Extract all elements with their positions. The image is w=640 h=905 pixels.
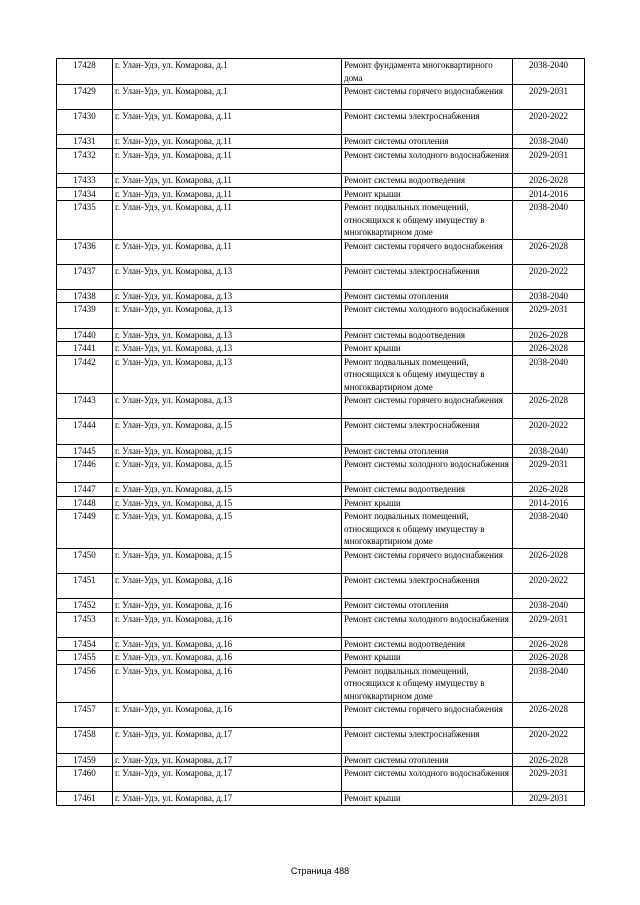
cell-period: 2038-2040 — [513, 444, 585, 458]
cell-address: г. Улан-Удэ, ул. Комарова, д.15 — [113, 483, 342, 497]
cell-period: 2029-2031 — [513, 612, 585, 637]
page-number: Страница 488 — [290, 866, 350, 876]
cell-work-type: Ремонт системы холодного водоснабжения — [342, 148, 513, 173]
cell-number: 17434 — [57, 187, 113, 201]
cell-number: 17432 — [57, 148, 113, 173]
cell-number: 17438 — [57, 289, 113, 303]
table-row — [57, 264, 585, 289]
table-row — [57, 728, 585, 753]
cell-period: 2038-2040 — [513, 664, 585, 703]
cell-address: г. Улан-Удэ, ул. Комарова, д.1 — [113, 59, 342, 85]
cell-number: 17431 — [57, 135, 113, 149]
table-row — [57, 148, 585, 173]
table-row — [57, 496, 585, 510]
table-row — [57, 599, 585, 613]
cell-work-type: Ремонт крыши — [342, 342, 513, 356]
cell-work-type: Ремонт системы холодного водоснабжения — [342, 767, 513, 792]
cell-address: г. Улан-Удэ, ул. Комарова, д.16 — [113, 573, 342, 598]
cell-period: 2026-2028 — [513, 637, 585, 651]
cell-number: 17446 — [57, 458, 113, 483]
cell-period: 2014-2016 — [513, 496, 585, 510]
cell-period: 2020-2022 — [513, 264, 585, 289]
repair-schedule-table — [56, 58, 585, 806]
cell-address: г. Улан-Удэ, ул. Комарова, д.1 — [113, 85, 342, 110]
cell-period: 2038-2040 — [513, 289, 585, 303]
table-row — [57, 394, 585, 419]
cell-work-type: Ремонт крыши — [342, 651, 513, 665]
cell-work-type: Ремонт фундамента многоквартирного дома — [342, 59, 513, 85]
cell-address: г. Улан-Удэ, ул. Комарова, д.13 — [113, 289, 342, 303]
cell-number: 17429 — [57, 85, 113, 110]
cell-work-type: Ремонт системы водоотведения — [342, 637, 513, 651]
cell-period: 2014-2016 — [513, 187, 585, 201]
cell-work-type: Ремонт системы горячего водоснабжения — [342, 394, 513, 419]
cell-number: 17450 — [57, 548, 113, 573]
cell-work-type: Ремонт системы электроснабжения — [342, 264, 513, 289]
table-body — [57, 59, 585, 806]
cell-work-type: Ремонт системы горячего водоснабжения — [342, 548, 513, 573]
cell-work-type: Ремонт системы холодного водоснабжения — [342, 612, 513, 637]
cell-period: 2038-2040 — [513, 201, 585, 240]
cell-work-type: Ремонт системы горячего водоснабжения — [342, 85, 513, 110]
table-row — [57, 85, 585, 110]
cell-period: 2026-2028 — [513, 703, 585, 728]
cell-number: 17457 — [57, 703, 113, 728]
cell-number: 17428 — [57, 59, 113, 85]
cell-period: 2026-2028 — [513, 651, 585, 665]
cell-period: 2029-2031 — [513, 792, 585, 806]
cell-address: г. Улан-Удэ, ул. Комарова, д.11 — [113, 174, 342, 188]
cell-period: 2026-2028 — [513, 483, 585, 497]
table-row — [57, 753, 585, 767]
cell-address: г. Улан-Удэ, ул. Комарова, д.16 — [113, 599, 342, 613]
table-row — [57, 174, 585, 188]
cell-number: 17460 — [57, 767, 113, 792]
cell-address: г. Улан-Удэ, ул. Комарова, д.16 — [113, 637, 342, 651]
table-row — [57, 458, 585, 483]
cell-address: г. Улан-Удэ, ул. Комарова, д.11 — [113, 187, 342, 201]
table-row — [57, 444, 585, 458]
cell-work-type: Ремонт системы водоотведения — [342, 174, 513, 188]
cell-address: г. Улан-Удэ, ул. Комарова, д.17 — [113, 767, 342, 792]
table-row — [57, 612, 585, 637]
cell-work-type: Ремонт системы отопления — [342, 599, 513, 613]
cell-work-type: Ремонт системы холодного водоснабжения — [342, 458, 513, 483]
cell-number: 17442 — [57, 355, 113, 394]
cell-address: г. Улан-Удэ, ул. Комарова, д.13 — [113, 264, 342, 289]
cell-address: г. Улан-Удэ, ул. Комарова, д.17 — [113, 792, 342, 806]
cell-number: 17449 — [57, 510, 113, 549]
cell-period: 2026-2028 — [513, 753, 585, 767]
table-row — [57, 664, 585, 703]
table-row — [57, 651, 585, 665]
cell-period: 2026-2028 — [513, 394, 585, 419]
cell-number: 17461 — [57, 792, 113, 806]
cell-period: 2038-2040 — [513, 355, 585, 394]
table-row — [57, 573, 585, 598]
cell-period: 2026-2028 — [513, 239, 585, 264]
cell-address: г. Улан-Удэ, ул. Комарова, д.15 — [113, 510, 342, 549]
cell-address: г. Улан-Удэ, ул. Комарова, д.13 — [113, 355, 342, 394]
cell-number: 17448 — [57, 496, 113, 510]
cell-address: г. Улан-Удэ, ул. Комарова, д.16 — [113, 664, 342, 703]
cell-period: 2026-2028 — [513, 342, 585, 356]
cell-address: г. Улан-Удэ, ул. Комарова, д.15 — [113, 419, 342, 444]
table-row — [57, 303, 585, 328]
cell-period: 2029-2031 — [513, 767, 585, 792]
table-row — [57, 201, 585, 240]
table-row — [57, 703, 585, 728]
cell-work-type: Ремонт системы электроснабжения — [342, 110, 513, 135]
cell-period: 2020-2022 — [513, 573, 585, 598]
cell-work-type: Ремонт системы горячего водоснабжения — [342, 239, 513, 264]
cell-address: г. Улан-Удэ, ул. Комарова, д.15 — [113, 458, 342, 483]
table-row — [57, 110, 585, 135]
cell-address: г. Улан-Удэ, ул. Комарова, д.13 — [113, 328, 342, 342]
cell-number: 17455 — [57, 651, 113, 665]
table-row — [57, 419, 585, 444]
cell-period: 2029-2031 — [513, 148, 585, 173]
cell-number: 17458 — [57, 728, 113, 753]
cell-period: 2029-2031 — [513, 85, 585, 110]
cell-work-type: Ремонт подвальных помещений, относящихся к общему имуществу в многоквартирном доме — [342, 201, 513, 240]
cell-work-type: Ремонт крыши — [342, 792, 513, 806]
cell-address: г. Улан-Удэ, ул. Комарова, д.15 — [113, 548, 342, 573]
cell-work-type: Ремонт подвальных помещений, относящихся к общему имуществу в многоквартирном доме — [342, 664, 513, 703]
cell-address: г. Улан-Удэ, ул. Комарова, д.13 — [113, 394, 342, 419]
cell-number: 17445 — [57, 444, 113, 458]
cell-work-type: Ремонт системы водоотведения — [342, 483, 513, 497]
table-row — [57, 59, 585, 85]
cell-period: 2026-2028 — [513, 174, 585, 188]
cell-number: 17436 — [57, 239, 113, 264]
cell-work-type: Ремонт системы электроснабжения — [342, 728, 513, 753]
cell-number: 17447 — [57, 483, 113, 497]
cell-number: 17454 — [57, 637, 113, 651]
cell-number: 17430 — [57, 110, 113, 135]
cell-number: 17443 — [57, 394, 113, 419]
cell-number: 17459 — [57, 753, 113, 767]
cell-number: 17453 — [57, 612, 113, 637]
table-row — [57, 187, 585, 201]
cell-address: г. Улан-Удэ, ул. Комарова, д.17 — [113, 728, 342, 753]
cell-period: 2038-2040 — [513, 599, 585, 613]
cell-number: 17452 — [57, 599, 113, 613]
cell-work-type: Ремонт системы электроснабжения — [342, 419, 513, 444]
cell-period: 2038-2040 — [513, 135, 585, 149]
cell-address: г. Улан-Удэ, ул. Комарова, д.11 — [113, 201, 342, 240]
cell-address: г. Улан-Удэ, ул. Комарова, д.17 — [113, 753, 342, 767]
cell-period: 2020-2022 — [513, 728, 585, 753]
table-row — [57, 355, 585, 394]
cell-address: г. Улан-Удэ, ул. Комарова, д.13 — [113, 303, 342, 328]
table-row — [57, 289, 585, 303]
cell-address: г. Улан-Удэ, ул. Комарова, д.11 — [113, 110, 342, 135]
cell-number: 17437 — [57, 264, 113, 289]
cell-address: г. Улан-Удэ, ул. Комарова, д.11 — [113, 135, 342, 149]
cell-period: 2020-2022 — [513, 110, 585, 135]
cell-period: 2038-2040 — [513, 59, 585, 85]
cell-address: г. Улан-Удэ, ул. Комарова, д.15 — [113, 444, 342, 458]
table-row — [57, 342, 585, 356]
cell-work-type: Ремонт крыши — [342, 187, 513, 201]
cell-period: 2038-2040 — [513, 510, 585, 549]
cell-address: г. Улан-Удэ, ул. Комарова, д.15 — [113, 496, 342, 510]
cell-work-type: Ремонт системы отопления — [342, 289, 513, 303]
table-row — [57, 483, 585, 497]
cell-number: 17451 — [57, 573, 113, 598]
cell-period: 2029-2031 — [513, 458, 585, 483]
table-row — [57, 328, 585, 342]
cell-work-type: Ремонт подвальных помещений, относящихся к общему имуществу в многоквартирном доме — [342, 510, 513, 549]
table-row — [57, 239, 585, 264]
cell-work-type: Ремонт системы горячего водоснабжения — [342, 703, 513, 728]
cell-work-type: Ремонт подвальных помещений, относящихся к общему имуществу в многоквартирном доме — [342, 355, 513, 394]
cell-work-type: Ремонт системы электроснабжения — [342, 573, 513, 598]
cell-address: г. Улан-Удэ, ул. Комарова, д.16 — [113, 703, 342, 728]
table-row — [57, 792, 585, 806]
table-row — [57, 135, 585, 149]
cell-work-type: Ремонт системы водоотведения — [342, 328, 513, 342]
cell-period: 2020-2022 — [513, 419, 585, 444]
cell-number: 17439 — [57, 303, 113, 328]
cell-number: 17435 — [57, 201, 113, 240]
table-row — [57, 548, 585, 573]
cell-number: 17433 — [57, 174, 113, 188]
cell-address: г. Улан-Удэ, ул. Комарова, д.16 — [113, 651, 342, 665]
cell-period: 2026-2028 — [513, 548, 585, 573]
cell-number: 17441 — [57, 342, 113, 356]
cell-address: г. Улан-Удэ, ул. Комарова, д.11 — [113, 148, 342, 173]
cell-number: 17440 — [57, 328, 113, 342]
cell-work-type: Ремонт системы отопления — [342, 135, 513, 149]
cell-work-type: Ремонт системы холодного водоснабжения — [342, 303, 513, 328]
table-row — [57, 767, 585, 792]
cell-address: г. Улан-Удэ, ул. Комарова, д.13 — [113, 342, 342, 356]
cell-number: 17456 — [57, 664, 113, 703]
cell-work-type: Ремонт системы отопления — [342, 753, 513, 767]
cell-work-type: Ремонт крыши — [342, 496, 513, 510]
cell-number: 17444 — [57, 419, 113, 444]
cell-address: г. Улан-Удэ, ул. Комарова, д.11 — [113, 239, 342, 264]
cell-period: 2029-2031 — [513, 303, 585, 328]
cell-address: г. Улан-Удэ, ул. Комарова, д.16 — [113, 612, 342, 637]
table-row — [57, 637, 585, 651]
cell-period: 2026-2028 — [513, 328, 585, 342]
table-row — [57, 510, 585, 549]
cell-work-type: Ремонт системы отопления — [342, 444, 513, 458]
